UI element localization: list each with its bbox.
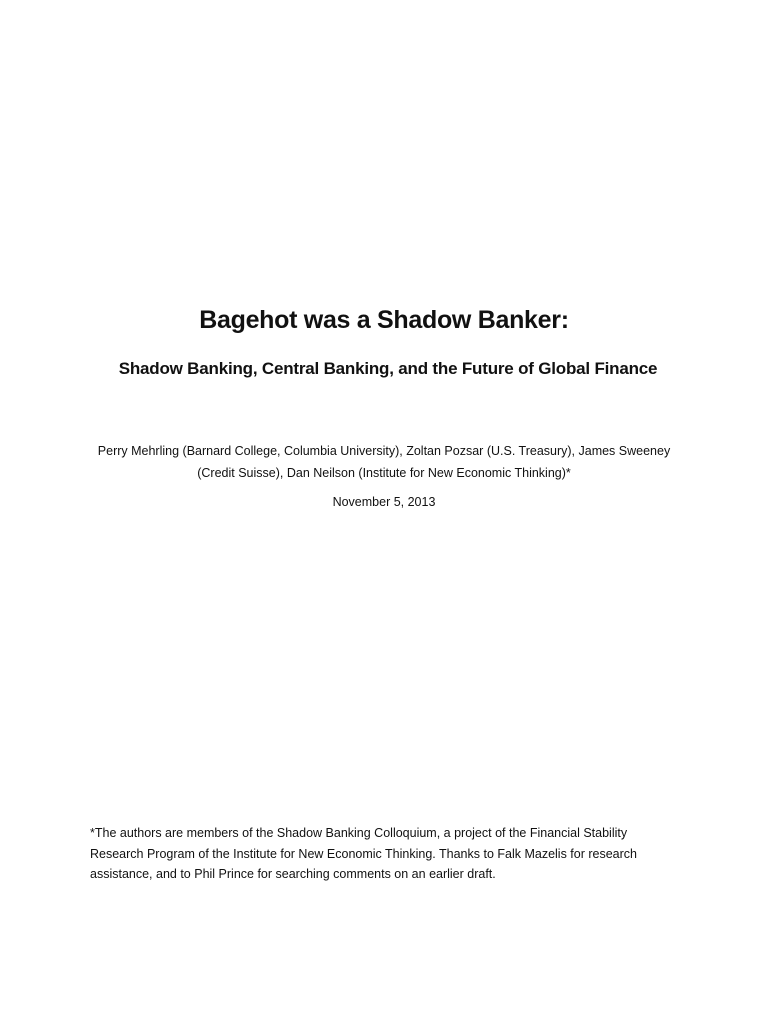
author-line-2: (Credit Suisse), Dan Neilson (Institute for New Economic Thinking)* <box>197 466 571 480</box>
document-subtitle: Shadow Banking, Central Banking, and the Future of Global Finance <box>118 359 658 378</box>
document-title: Bagehot was a Shadow Banker: <box>199 306 569 334</box>
author-list <box>60 440 708 484</box>
publication-date: November 5, 2013 <box>332 495 436 509</box>
author-line-1: Perry Mehrling (Barnard College, Columbia University), Zoltan Pozsar (U.S. Treasury), James Sweeney <box>97 444 671 458</box>
author-footnote: *The authors are members of the Shadow Banking Colloquium, a project of the Financial Stability Research Program of the Institute for New Economic Thinking. Thanks to Falk Mazelis for research assistance, and to Phil Prince for searching comments on an earlier draft. <box>90 826 637 881</box>
